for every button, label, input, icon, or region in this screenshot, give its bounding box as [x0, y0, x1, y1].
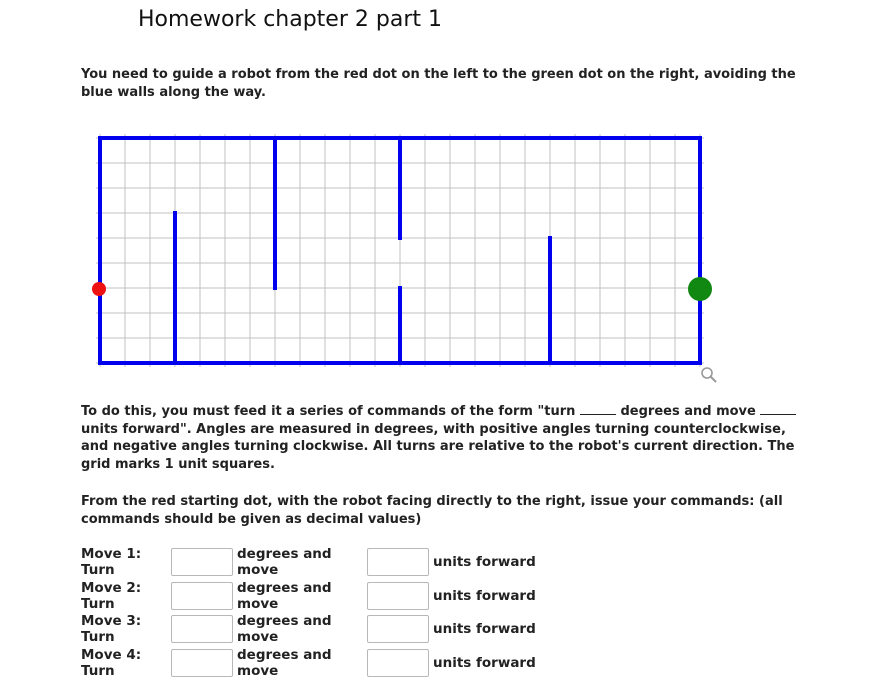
- instructions-part3: units forward". Angles are measured in degrees, with positive angles turning counterclockwise, and negative angles turning clockwise. All turns are relative to the robot's current direction. The grid marks 1 unit squares.: [81, 421, 795, 472]
- page-title: Homework chapter 2 part 1: [138, 7, 442, 32]
- intro-text: You need to guide a robot from the red dot on the left to the green dot on the right, avoiding the blue walls along the way.: [81, 67, 796, 100]
- move-row-3: [81, 613, 536, 644]
- blank-line: [580, 404, 616, 415]
- degrees-label: degrees and move: [237, 612, 332, 645]
- move-label: Move 4: Turn: [81, 646, 142, 679]
- turn-input-3[interactable]: [171, 615, 233, 643]
- move-label: Move 1: Turn: [81, 545, 142, 578]
- move-label: Move 2: Turn: [81, 579, 142, 612]
- blank-line: [760, 404, 796, 415]
- turn-input-4[interactable]: [171, 649, 233, 677]
- instructions-part2: degrees and move: [620, 404, 756, 419]
- move-row-1: [81, 546, 536, 577]
- units-label: units forward: [433, 553, 536, 570]
- move-input-1[interactable]: [367, 548, 429, 576]
- units-label: units forward: [433, 620, 536, 637]
- move-label: Move 3: Turn: [81, 612, 142, 645]
- goal-dot: [688, 277, 712, 301]
- turn-input-2[interactable]: [171, 582, 233, 610]
- move-input-3[interactable]: [367, 615, 429, 643]
- units-label: units forward: [433, 587, 536, 604]
- start-dot: [92, 282, 106, 296]
- instructions-part1: To do this, you must feed it a series of commands of the form "turn: [81, 404, 576, 419]
- degrees-label: degrees and move: [237, 579, 332, 612]
- move-input-4[interactable]: [367, 649, 429, 677]
- degrees-label: degrees and move: [237, 545, 332, 578]
- instructions-text: [81, 403, 801, 473]
- move-row-2: [81, 580, 536, 611]
- units-label: units forward: [433, 654, 536, 671]
- move-input-2[interactable]: [367, 582, 429, 610]
- move-row-4: [81, 647, 536, 678]
- prompt-text: From the red starting dot, with the robot facing directly to the right, issue your commands: (all commands should be given as decimal values): [81, 494, 783, 527]
- zoom-icon[interactable]: [700, 366, 718, 384]
- degrees-label: degrees and move: [237, 646, 332, 679]
- turn-input-1[interactable]: [171, 548, 233, 576]
